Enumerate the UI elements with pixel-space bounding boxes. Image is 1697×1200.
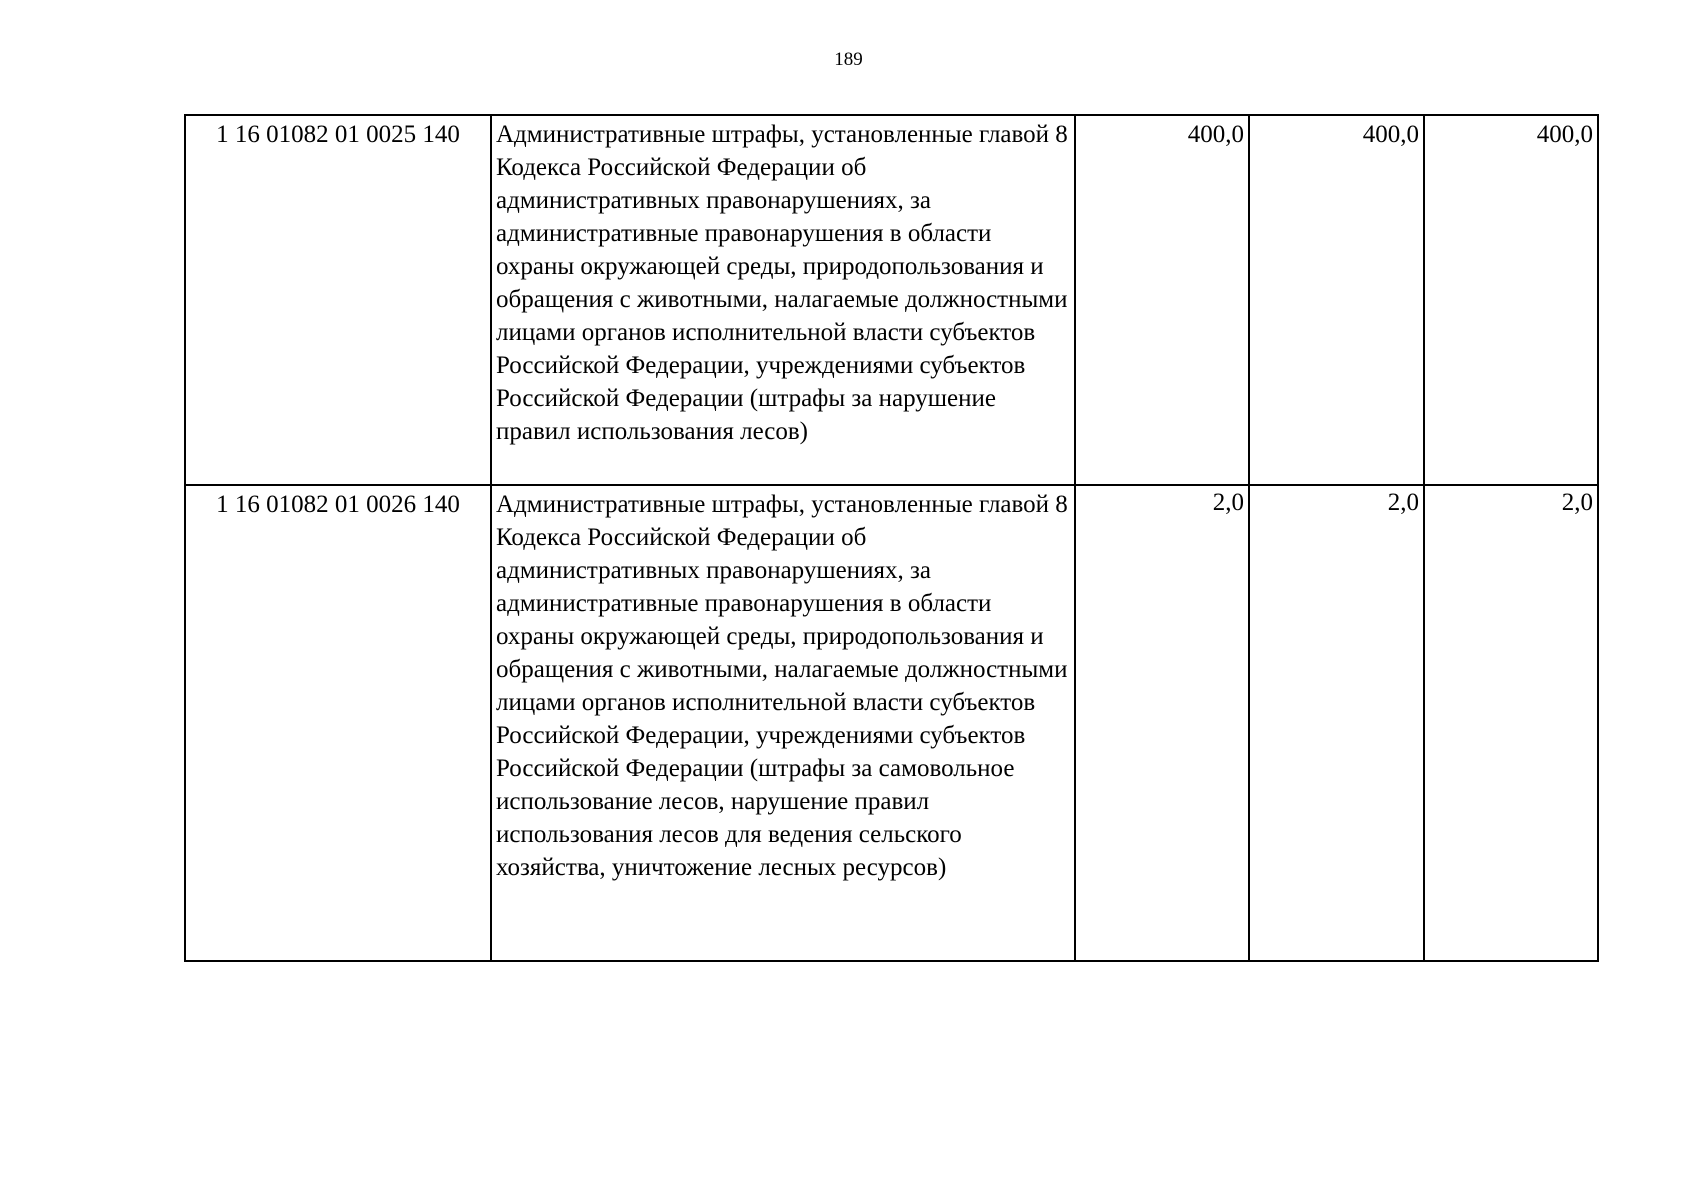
budget-classification-code: 1 16 01082 01 0026 140 <box>185 485 491 961</box>
amount-year-2: 2,0 <box>1249 485 1424 961</box>
amount-year-3: 400,0 <box>1424 115 1598 485</box>
amount-year-1: 400,0 <box>1075 115 1249 485</box>
budget-revenue-table <box>184 114 1599 962</box>
amount-year-3: 2,0 <box>1424 485 1598 961</box>
amount-year-1: 2,0 <box>1075 485 1249 961</box>
budget-classification-code: 1 16 01082 01 0025 140 <box>185 115 491 485</box>
table-row <box>185 115 1598 485</box>
revenue-description: Административные штрафы, установленные главой 8 Кодекса Российской Федерации об административных правонарушениях, за административные правонарушения в области охраны окружающей среды, природопользования и обращения с животными, налагаемые должностными лицами органов исполнительной власти субъектов Российской Федерации, учреждениями субъектов Российской Федерации (штрафы за нарушение правил использования лесов) <box>491 115 1075 485</box>
amount-year-2: 400,0 <box>1249 115 1424 485</box>
revenue-description: Административные штрафы, установленные главой 8 Кодекса Российской Федерации об административных правонарушениях, за административные правонарушения в области охраны окружающей среды, природопользования и обращения с животными, налагаемые должностными лицами органов исполнительной власти субъектов Российской Федерации, учреждениями субъектов Российской Федерации (штрафы за самовольное использование лесов, нарушение правил использования лесов для ведения сельского хозяйства, уничтожение лесных ресурсов) <box>491 485 1075 961</box>
table-row <box>185 485 1598 961</box>
page-number: 189 <box>834 49 863 70</box>
